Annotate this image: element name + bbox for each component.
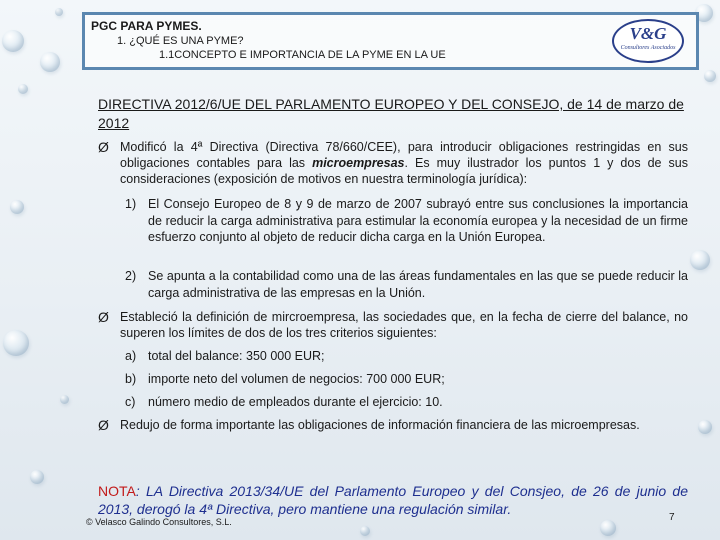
item-letter: c): [125, 395, 136, 409]
item-text: Se apunta a la contabilidad como una de las áreas fundamentales en las que se puede reducir la carga administrativa de las empresas en la Unión.: [148, 269, 688, 300]
criterion-item: [125, 394, 688, 411]
item-number: 2): [125, 269, 137, 283]
bullet-modification: [98, 139, 688, 187]
water-drop-decoration: [55, 8, 63, 16]
footer-copyright: © Velasco Galindo Consultores, S.L.: [86, 517, 232, 527]
consideration-item: [125, 196, 688, 246]
logo-mark: V&G: [629, 24, 667, 43]
bullet-definition: [98, 309, 688, 341]
arrow-bullet-icon: Ø: [98, 417, 109, 433]
note-label: NOTA: [98, 483, 136, 499]
slide-header: [82, 12, 699, 70]
company-logo: [612, 19, 684, 63]
header-title: PGC PARA PYMES.: [91, 19, 202, 33]
water-drop-decoration: [704, 70, 716, 82]
water-drop-decoration: [600, 520, 616, 536]
item-letter: b): [125, 372, 137, 386]
water-drop-decoration: [698, 420, 712, 434]
item-text: importe neto del volumen de negocios: 700 000 EUR;: [148, 372, 445, 386]
emphasis-microempresas: microempresas: [312, 156, 405, 170]
water-drop-decoration: [690, 250, 710, 270]
logo-subtitle: Consultores Asociados: [620, 45, 676, 51]
item-text: número medio de empleados durante el ejercicio: 10.: [148, 395, 443, 409]
water-drop-decoration: [2, 30, 24, 52]
header-subsection: 1.1CONCEPTO E IMPORTANCIA DE LA PYME EN LA UE: [159, 49, 446, 61]
bullet-text: Modificó la 4ª Directiva (Directiva 78/660/CEE), para introducir obligaciones restringidas en sus obligaciones contables para las microempresas. Es muy ilustrador los puntos 1 y dos de sus consideraciones (exposición de motivos en nuestra terminología jurídica):: [120, 140, 688, 186]
item-text: total del balance: 350 000 EUR;: [148, 349, 325, 363]
consideration-item: [125, 268, 688, 301]
item-letter: a): [125, 349, 137, 363]
water-drop-decoration: [40, 52, 60, 72]
item-text: El Consejo Europeo de 8 y 9 de marzo de 2007 subrayó entre sus conclusiones la importancia de reducir la carga administrativa para estimular la economía europea y la necesidad de un firme esfuerzo conjunto al objeto de reducir dicha carga en la Unión Europea.: [148, 197, 688, 244]
note-paragraph: [98, 482, 688, 518]
page-number: 7: [669, 512, 675, 523]
water-drop-decoration: [10, 200, 24, 214]
water-drop-decoration: [60, 395, 69, 404]
directive-title: DIRECTIVA 2012/6/UE DEL PARLAMENTO EUROPEO Y DEL CONSEJO, de 14 de marzo de 2012: [98, 96, 684, 131]
water-drop-decoration: [3, 330, 29, 356]
bullet-text: Redujo de forma importante las obligaciones de información financiera de las microempresas.: [120, 418, 640, 432]
arrow-bullet-icon: Ø: [98, 309, 109, 325]
water-drop-decoration: [30, 470, 44, 484]
criterion-item: [125, 348, 688, 365]
item-number: 1): [125, 197, 137, 211]
arrow-bullet-icon: Ø: [98, 139, 109, 155]
bullet-text: Estableció la definición de mircroempresa, las sociedades que, en la fecha de cierre del balance, no superen los límites de dos de los tres criterios siguientes:: [120, 310, 688, 340]
header-section: 1. ¿QUÉ ES UNA PYME?: [117, 35, 244, 47]
water-drop-decoration: [360, 526, 370, 536]
criterion-item: [125, 371, 688, 388]
bullet-reduction: [98, 417, 688, 433]
note-text: : LA Directiva 2013/34/UE del Parlamento Europeo y del Consjeo, de 26 de junio de 2013, derogó la 4ª Directiva, pero mantiene una regulación similar.: [98, 483, 688, 517]
water-drop-decoration: [18, 84, 28, 94]
